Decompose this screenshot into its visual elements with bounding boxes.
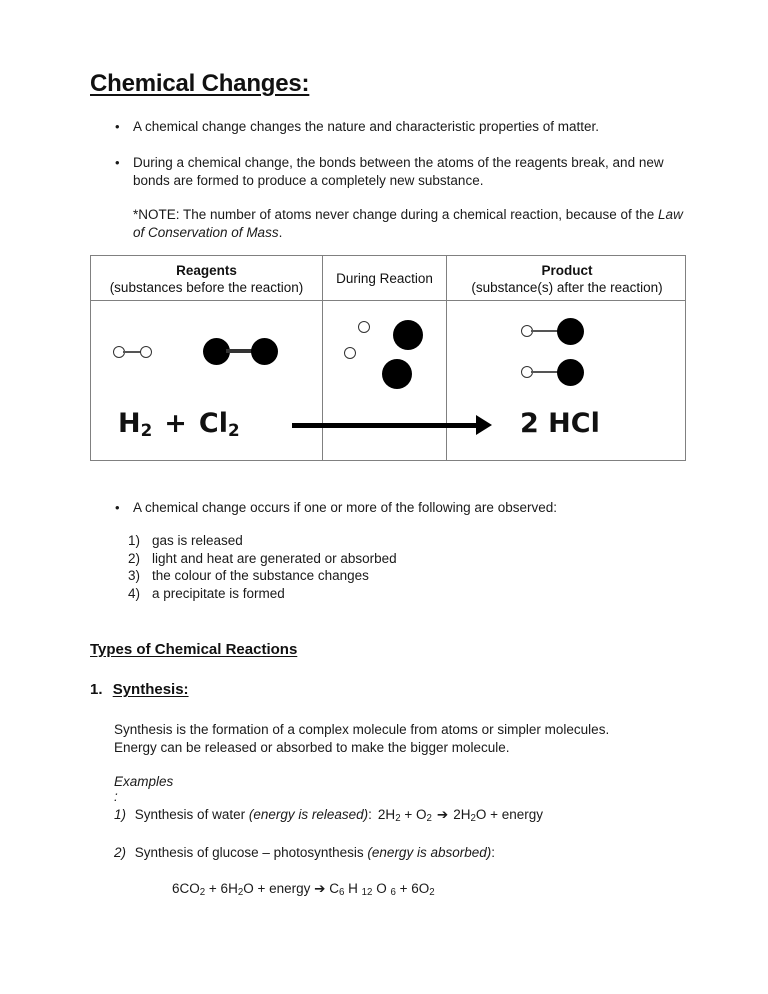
eq-plus-o: + O (400, 807, 427, 822)
example-1-energy-note: (energy is released) (248, 807, 369, 822)
reagents-formula-label (118, 409, 240, 441)
table-column-divider-1 (322, 301, 323, 460)
chlorine-atom (557, 359, 584, 386)
example-2-after: : (491, 845, 496, 860)
intro-bullet-1-text: A chemical change changes the nature and characteristic properties of matter. (133, 119, 600, 134)
examples-colon: : (114, 789, 118, 804)
eq-2h: 2H (377, 807, 396, 822)
note-trailing: . (278, 225, 283, 240)
free-chlorine-atom (382, 359, 412, 389)
example-1-after: : (368, 807, 372, 822)
eq-o-sub: 2 (426, 813, 432, 825)
page-title: Chemical Changes: (90, 70, 310, 97)
synthesis-description-line-2: Energy can be released or absorbed to make the bigger molecule. (114, 740, 510, 755)
list-item-marker: 1) (128, 533, 141, 548)
eq-co2: 6CO (172, 881, 200, 896)
hydrogen-atom (140, 346, 152, 358)
eq-glucose-o-sub: 6 (390, 887, 396, 899)
hydrogen-formula: H (118, 408, 141, 439)
list-item (128, 532, 628, 550)
bullet-icon: • (115, 500, 120, 515)
eq-2h-sub: 2 (395, 813, 401, 825)
eq-h2o-rest: O + energy (243, 881, 315, 896)
eq-glucose-c: C (325, 881, 339, 896)
observation-bullet-text: A chemical change occurs if one or more of the following are observed: (133, 500, 557, 515)
subsection-title: Synthesis: (112, 681, 189, 698)
free-hydrogen-atom (358, 321, 370, 333)
header-product-subtitle: (substance(s) after the reaction) (471, 279, 663, 295)
reaction-table-header-row (91, 256, 685, 301)
eq-2h2o-sub: 2 (470, 813, 476, 825)
free-chlorine-atom (393, 320, 423, 350)
eq-glucose-c-sub: 6 (338, 887, 345, 899)
list-item (128, 550, 628, 568)
eq-plus-h2o: + 6H (205, 881, 238, 896)
equation-arrow-icon: ➔ (436, 807, 449, 823)
equation-arrow-icon: ➔ (314, 881, 326, 897)
example-2-lead: Synthesis of glucose – photosynthesis (134, 845, 368, 860)
eq-co2-sub: 2 (199, 887, 206, 899)
list-item (128, 567, 628, 585)
list-item-label: a precipitate is formed (152, 585, 285, 601)
example-1-marker: 1) (114, 807, 127, 822)
subsection-heading-synthesis (90, 681, 189, 698)
eq-glucose-h: H (344, 881, 362, 896)
free-hydrogen-atom (344, 347, 356, 359)
chlorine-subscript: 2 (227, 419, 240, 440)
header-reagents-subtitle: (substances before the reaction) (109, 279, 304, 295)
bullet-icon: • (115, 119, 120, 134)
note-lead-text: *NOTE: The number of atoms never change during a chemical reaction, because of the (133, 207, 659, 222)
observation-list (128, 532, 628, 602)
hydrogen-subscript: 2 (140, 419, 153, 440)
header-cell-product (446, 256, 687, 301)
list-item-label: gas is released (152, 533, 243, 548)
example-2-energy-note: (energy is absorbed) (367, 845, 492, 860)
photosynthesis-equation (172, 880, 435, 900)
eq-o-energy: O + energy (475, 807, 544, 822)
intro-bullet-2 (115, 154, 695, 190)
eq-glucose-h-sub: 12 (361, 887, 373, 899)
example-1-lead: Synthesis of water (134, 807, 249, 822)
subsection-number: 1. (90, 681, 103, 698)
conservation-note (133, 206, 691, 242)
examples-label: Examples (114, 774, 174, 789)
header-cell-during-reaction (322, 256, 446, 301)
table-column-divider-2 (446, 301, 447, 460)
example-2 (114, 844, 684, 862)
eq-plus-6o2: + 6O (395, 881, 430, 896)
reaction-arrow-head-icon (476, 415, 492, 435)
list-item-marker: 3) (128, 568, 141, 583)
header-product-title: Product (541, 262, 593, 278)
list-item (128, 585, 628, 603)
header-reagents-title: Reagents (176, 262, 237, 278)
intro-bullet-1 (115, 118, 690, 136)
header-during-reaction-title: During Reaction (336, 271, 433, 286)
chlorine-atom (251, 338, 278, 365)
section-heading-types: Types of Chemical Reactions (90, 641, 298, 658)
observation-bullet (115, 499, 690, 517)
bullet-icon: • (115, 155, 120, 170)
synthesis-description-line-1: Synthesis is the formation of a complex molecule from atoms or simpler molecules. (114, 722, 610, 737)
eq-h2o-sub: 2 (237, 887, 244, 899)
list-item-marker: 4) (128, 585, 141, 601)
chlorine-atom (557, 318, 584, 345)
eq-glucose-o: O (372, 881, 391, 896)
plus-sign: + (164, 408, 187, 439)
list-item-label: the colour of the substance changes (152, 568, 369, 583)
header-cell-reagents (91, 256, 322, 301)
eq-6o2-sub: 2 (429, 887, 435, 899)
example-1-equation (377, 807, 544, 825)
example-2-marker: 2) (114, 845, 127, 860)
note-law-title: Law of Conservation of Mass (133, 207, 683, 240)
intro-bullet-2-text: During a chemical change, the bonds between the atoms of the reagents break, and new bonds are formed to produce a completely new substance. (133, 155, 664, 188)
list-item-label: light and heat are generated or absorbed (152, 550, 397, 566)
chlorine-formula: Cl (198, 408, 228, 439)
eq-2h2o: 2H (453, 807, 471, 822)
list-item-marker: 2) (128, 550, 141, 566)
synthesis-description (114, 721, 684, 757)
reaction-arrow-icon (292, 423, 482, 428)
example-1 (114, 806, 684, 826)
product-formula-label: 2 HCl (520, 408, 600, 439)
